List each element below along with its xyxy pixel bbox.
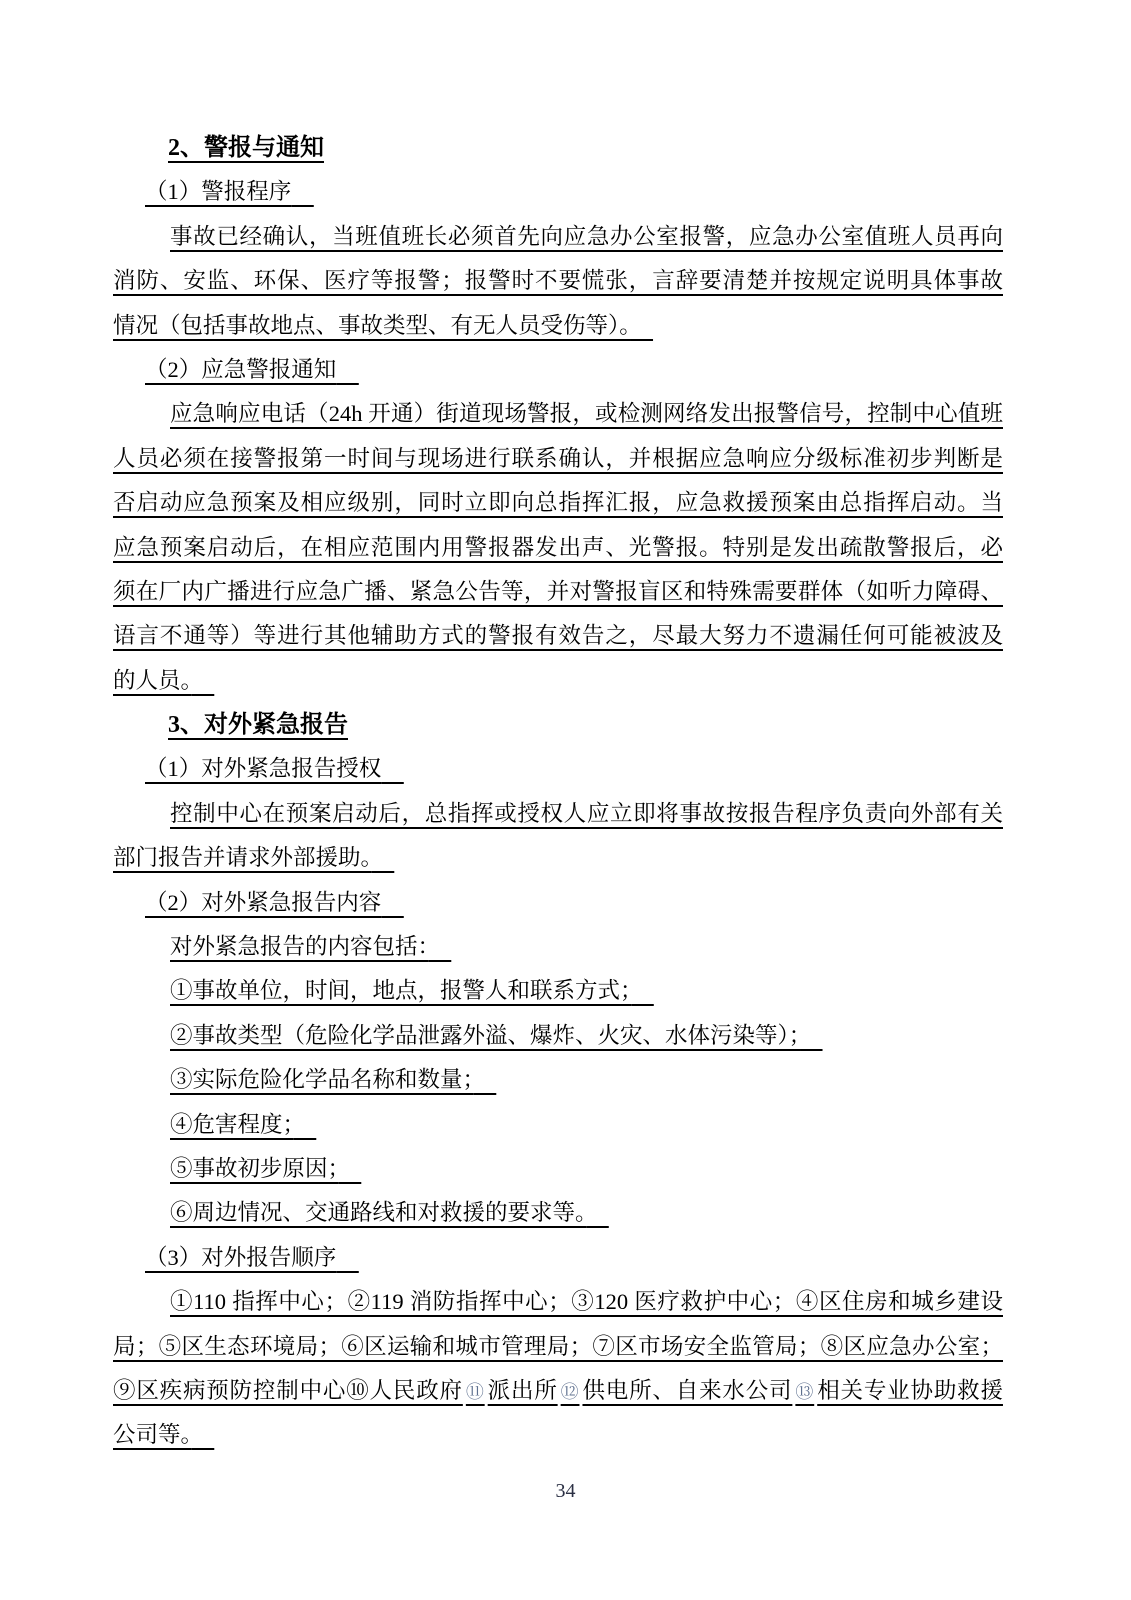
body-line: 的人员。 (113, 667, 192, 693)
body-line: ⑤事故初步原因； (170, 1155, 339, 1181)
sub-heading: （1）对外紧急报告授权 (145, 756, 382, 782)
body-line: ④危害程度； (170, 1111, 294, 1137)
body-line: 对外紧急报告的内容包括： (170, 934, 429, 960)
sub-heading: （1）警报程序 (145, 179, 292, 205)
text-run: 供电所、自来水公司 (582, 1377, 793, 1403)
body-line: 消防、安监、环保、医疗等报警；报警时不要慌张，言辞要清楚并按规定说明具体事故 (113, 268, 1003, 294)
body-line: 应急预案启动后，在相应范围内用警报器发出声、光警报。特别是发出疏散警报后，必 (113, 534, 1003, 560)
body-line: 情况（包括事故地点、事故类型、有无人员受伤等）。 (113, 312, 631, 338)
page-number: 34 (555, 1480, 576, 1502)
body-line: ①110 指挥中心；②119 消防指挥中心；③120 医疗救护中心；④区住房和城乡建设 (170, 1289, 1003, 1315)
body-line: 人员必须在接警报第一时间与现场进行联系确认，并根据应急响应分级标准初步判断是 (113, 445, 1003, 471)
body-line: ①事故单位，时间，地点，报警人和联系方式； (170, 978, 632, 1004)
text-run: 派出所 (487, 1377, 558, 1403)
body-line (113, 1369, 1003, 1413)
body-line: ②事故类型（危险化学品泄露外溢、爆炸、火灾、水体污染等）； (170, 1022, 801, 1048)
section-heading: 3、对外紧急报告 (168, 712, 348, 739)
sub-heading: （2）应急警报通知 (145, 356, 337, 382)
body-line: 控制中心在预案启动后，总指挥或授权人应立即将事故按报告程序负责向外部有关 (170, 800, 1003, 826)
body-line: 公司等。 (113, 1422, 192, 1448)
document-body (113, 126, 1003, 1458)
body-line: 局；⑤区生态环境局；⑥区运输和城市管理局；⑦区市场安全监管局；⑧区应急办公室； (113, 1333, 1003, 1359)
body-line: ⑥周边情况、交通路线和对救援的要求等。 (170, 1200, 587, 1226)
body-line: 须在厂内广播进行应急广播、紧急公告等，并对警报盲区和特殊需要群体（如听力障碍、 (113, 578, 1003, 604)
section-heading: 2、警报与通知 (168, 135, 324, 161)
body-line: 否启动应急预案及相应级别，同时立即向总指挥汇报，应急救援预案由总指挥启动。当 (113, 490, 1003, 516)
body-line: 应急响应电话（24h 开通）街道现场警报，或检测网络发出报警信号，控制中心值班 (170, 401, 1003, 427)
sub-heading: （3）对外报告顺序 (145, 1244, 337, 1270)
circled-number-marker: ⑫ (560, 1381, 580, 1402)
circled-number-marker: ⑬ (795, 1381, 815, 1402)
text-run: 相关专业协助救援 (817, 1377, 1003, 1403)
text-run: ⑨区疾病预防控制中心⑩人民政府 (113, 1377, 463, 1403)
circled-number-marker: ⑪ (465, 1381, 485, 1402)
body-line: 事故已经确认，当班值班长必须首先向应急办公室报警，应急办公室值班人员再向 (170, 223, 1003, 249)
body-line: 部门报告并请求外部援助。 (113, 845, 372, 871)
body-line: 语言不通等）等进行其他辅助方式的警报有效告之，尽最大努力不遗漏任何可能被波及 (113, 623, 1003, 649)
sub-heading: （2）对外紧急报告内容 (145, 889, 382, 915)
body-line: ③实际危险化学品名称和数量； (170, 1067, 474, 1093)
